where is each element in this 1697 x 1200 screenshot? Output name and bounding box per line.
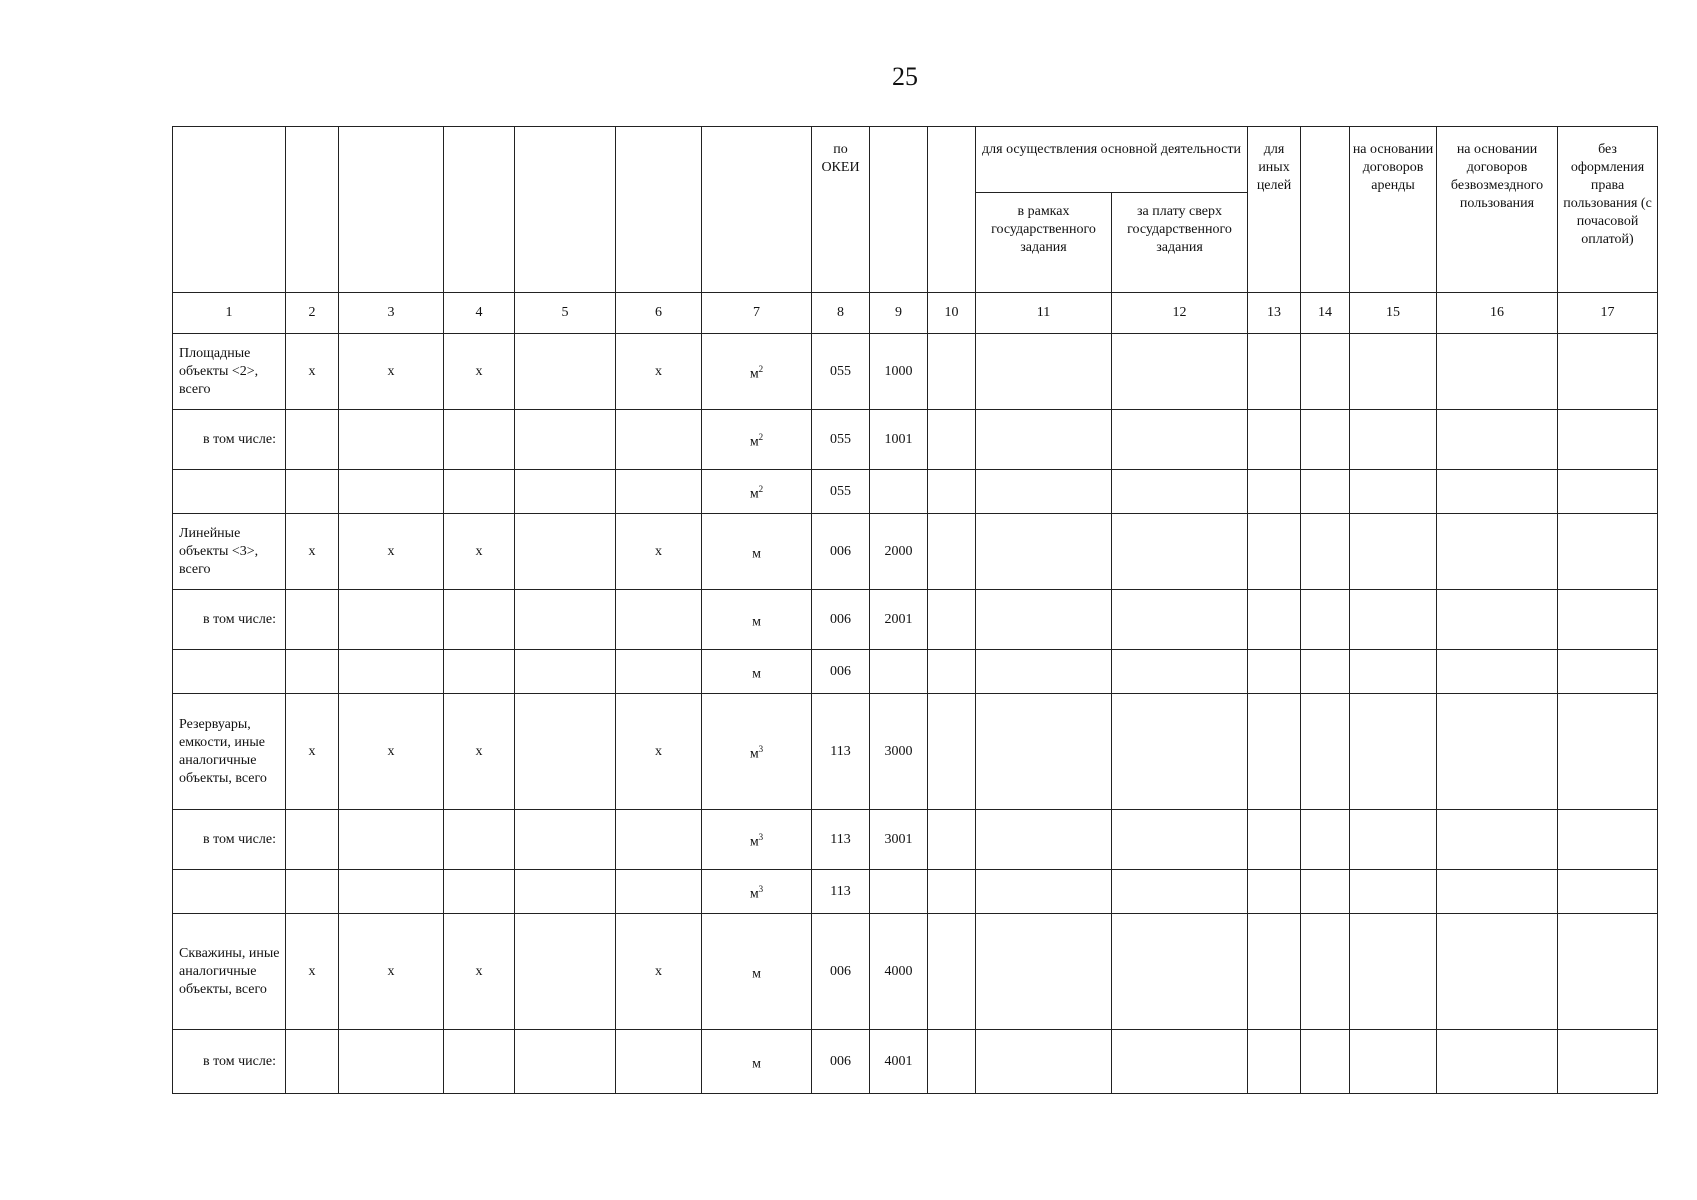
okei-code: 113	[812, 810, 870, 870]
cell-col-6: х	[616, 914, 702, 1030]
line-code	[870, 870, 928, 914]
unit-exponent: 2	[758, 483, 764, 494]
column-number: 16	[1437, 293, 1558, 334]
cell-col-3	[339, 650, 444, 694]
empty-cell	[928, 334, 976, 410]
empty-cell	[1437, 470, 1558, 514]
okei-code: 055	[812, 410, 870, 470]
row-name: в том числе:	[173, 590, 286, 650]
empty-cell	[1112, 334, 1248, 410]
empty-cell	[976, 590, 1112, 650]
empty-cell	[1248, 334, 1301, 410]
unit-cell	[702, 650, 812, 694]
empty-cell	[1248, 914, 1301, 1030]
cell-col-4	[444, 410, 515, 470]
cell-col-4	[444, 650, 515, 694]
column-number: 2	[286, 293, 339, 334]
empty-cell	[1437, 914, 1558, 1030]
cell-col-4: х	[444, 514, 515, 590]
header-cell-4	[444, 127, 515, 293]
cell-col-6: х	[616, 334, 702, 410]
unit-name: м	[752, 666, 761, 682]
table-row	[173, 470, 1658, 514]
empty-cell	[1558, 694, 1658, 810]
empty-cell	[976, 514, 1112, 590]
unit-name: м	[749, 886, 759, 902]
empty-cell	[1112, 590, 1248, 650]
empty-cell	[1248, 470, 1301, 514]
empty-cell	[1301, 334, 1350, 410]
empty-cell	[1350, 470, 1437, 514]
column-number: 7	[702, 293, 812, 334]
empty-cell	[928, 870, 976, 914]
empty-cell	[1558, 334, 1658, 410]
empty-cell	[1248, 590, 1301, 650]
empty-cell	[1350, 590, 1437, 650]
unit-name: м	[749, 834, 759, 850]
empty-cell	[1558, 914, 1658, 1030]
row-name	[173, 650, 286, 694]
cell-col-3: х	[339, 694, 444, 810]
empty-cell	[1437, 514, 1558, 590]
cell-col-6	[616, 650, 702, 694]
empty-cell	[1558, 590, 1658, 650]
empty-cell	[515, 914, 616, 1030]
empty-cell	[928, 1030, 976, 1094]
unit-name: м	[752, 614, 761, 630]
header-cell-10	[928, 127, 976, 293]
cell-col-4	[444, 590, 515, 650]
header-row	[173, 127, 1658, 193]
empty-cell	[1112, 810, 1248, 870]
row-name: Скважины, иные аналогичные объекты, всего	[173, 914, 286, 1030]
empty-cell	[1437, 1030, 1558, 1094]
empty-cell	[1437, 650, 1558, 694]
header-hourly: без оформления права пользования (с почасовой оплатой)	[1558, 127, 1658, 293]
empty-cell	[976, 410, 1112, 470]
empty-cell	[1301, 694, 1350, 810]
cell-col-4	[444, 810, 515, 870]
unit-name: м	[752, 966, 761, 982]
empty-cell	[1558, 514, 1658, 590]
row-name: Линейные объекты <3>, всего	[173, 514, 286, 590]
cell-col-2: х	[286, 334, 339, 410]
okei-code: 055	[812, 470, 870, 514]
cell-col-6	[616, 590, 702, 650]
line-code	[870, 470, 928, 514]
empty-cell	[1301, 914, 1350, 1030]
cell-col-2	[286, 650, 339, 694]
column-number: 3	[339, 293, 444, 334]
header-cell-14	[1301, 127, 1350, 293]
cell-col-2: х	[286, 694, 339, 810]
table-row	[173, 514, 1658, 590]
table-row	[173, 810, 1658, 870]
header-lease: на основании договоров аренды	[1350, 127, 1437, 293]
cell-col-3: х	[339, 514, 444, 590]
table-row	[173, 914, 1658, 1030]
empty-cell	[1437, 810, 1558, 870]
empty-cell	[1112, 650, 1248, 694]
empty-cell	[1558, 810, 1658, 870]
unit-exponent: 2	[758, 363, 764, 374]
okei-code: 006	[812, 650, 870, 694]
empty-cell	[928, 810, 976, 870]
row-name: Резервуары, емкости, иные аналогичные объекты, всего	[173, 694, 286, 810]
okei-code: 113	[812, 694, 870, 810]
empty-cell	[976, 914, 1112, 1030]
empty-cell	[515, 810, 616, 870]
empty-cell	[1558, 870, 1658, 914]
okei-code: 113	[812, 870, 870, 914]
cell-col-4	[444, 1030, 515, 1094]
empty-cell	[1248, 810, 1301, 870]
okei-code: 006	[812, 590, 870, 650]
empty-cell	[928, 470, 976, 514]
cell-col-2	[286, 1030, 339, 1094]
empty-cell	[1112, 514, 1248, 590]
column-number: 1	[173, 293, 286, 334]
column-number: 9	[870, 293, 928, 334]
cell-col-6	[616, 470, 702, 514]
cell-col-6	[616, 410, 702, 470]
line-code: 4000	[870, 914, 928, 1030]
empty-cell	[515, 694, 616, 810]
empty-cell	[1350, 334, 1437, 410]
unit-name: м	[752, 1056, 761, 1072]
empty-cell	[1112, 470, 1248, 514]
cell-col-6: х	[616, 694, 702, 810]
row-name: в том числе:	[173, 810, 286, 870]
empty-cell	[1301, 470, 1350, 514]
cell-col-2	[286, 470, 339, 514]
table-row	[173, 590, 1658, 650]
column-number: 6	[616, 293, 702, 334]
column-number: 8	[812, 293, 870, 334]
okei-code: 006	[812, 914, 870, 1030]
unit-cell	[702, 470, 812, 514]
cell-col-2	[286, 870, 339, 914]
empty-cell	[1112, 870, 1248, 914]
empty-cell	[1350, 810, 1437, 870]
cell-col-3	[339, 470, 444, 514]
line-code	[870, 650, 928, 694]
cell-col-6	[616, 810, 702, 870]
empty-cell	[1248, 1030, 1301, 1094]
header-other-purposes: для иных целей	[1248, 127, 1301, 293]
empty-cell	[515, 514, 616, 590]
empty-cell	[1437, 334, 1558, 410]
empty-cell	[928, 914, 976, 1030]
header-free-use: на основании договоров безвозмездного пользования	[1437, 127, 1558, 293]
column-number: 17	[1558, 293, 1658, 334]
empty-cell	[1437, 590, 1558, 650]
cell-col-2: х	[286, 514, 339, 590]
header-cell-5	[515, 127, 616, 293]
line-code: 2001	[870, 590, 928, 650]
empty-cell	[1558, 1030, 1658, 1094]
unit-cell	[702, 694, 812, 810]
cell-col-3	[339, 810, 444, 870]
table-row	[173, 1030, 1658, 1094]
unit-name: м	[749, 746, 759, 762]
empty-cell	[1301, 650, 1350, 694]
empty-cell	[515, 334, 616, 410]
empty-cell	[1301, 410, 1350, 470]
column-number: 14	[1301, 293, 1350, 334]
empty-cell	[928, 650, 976, 694]
cell-col-6	[616, 1030, 702, 1094]
property-form-table	[172, 126, 1658, 1094]
empty-cell	[1350, 650, 1437, 694]
empty-cell	[1301, 1030, 1350, 1094]
column-number: 13	[1248, 293, 1301, 334]
empty-cell	[976, 334, 1112, 410]
cell-col-2	[286, 410, 339, 470]
header-state-task: в рамках государственного задания	[976, 193, 1112, 293]
header-cell-7	[702, 127, 812, 293]
column-numbers-row	[173, 293, 1658, 334]
okei-code: 055	[812, 334, 870, 410]
empty-cell	[1558, 650, 1658, 694]
empty-cell	[1301, 514, 1350, 590]
empty-cell	[1350, 870, 1437, 914]
cell-col-6: х	[616, 514, 702, 590]
unit-cell	[702, 870, 812, 914]
empty-cell	[515, 1030, 616, 1094]
unit-name: м	[749, 366, 759, 382]
empty-cell	[1350, 914, 1437, 1030]
header-cell-6	[616, 127, 702, 293]
empty-cell	[976, 650, 1112, 694]
row-name: в том числе:	[173, 410, 286, 470]
empty-cell	[1437, 870, 1558, 914]
row-name	[173, 470, 286, 514]
cell-col-4	[444, 870, 515, 914]
empty-cell	[1350, 410, 1437, 470]
header-cell-2	[286, 127, 339, 293]
empty-cell	[1248, 410, 1301, 470]
unit-cell	[702, 914, 812, 1030]
unit-exponent: 2	[758, 431, 764, 442]
table-row	[173, 694, 1658, 810]
unit-cell	[702, 1030, 812, 1094]
header-cell-9	[870, 127, 928, 293]
cell-col-6	[616, 870, 702, 914]
cell-col-3	[339, 1030, 444, 1094]
unit-exponent: 3	[758, 831, 764, 842]
unit-name: м	[749, 486, 759, 502]
empty-cell	[1248, 694, 1301, 810]
empty-cell	[1248, 514, 1301, 590]
unit-cell	[702, 590, 812, 650]
unit-exponent: 3	[758, 743, 764, 754]
cell-col-2: х	[286, 914, 339, 1030]
empty-cell	[1301, 870, 1350, 914]
empty-cell	[976, 810, 1112, 870]
empty-cell	[1112, 410, 1248, 470]
cell-col-4: х	[444, 694, 515, 810]
cell-col-3	[339, 410, 444, 470]
column-number: 15	[1350, 293, 1437, 334]
cell-col-3	[339, 870, 444, 914]
unit-cell	[702, 514, 812, 590]
empty-cell	[976, 694, 1112, 810]
empty-cell	[928, 590, 976, 650]
empty-cell	[515, 590, 616, 650]
cell-col-2	[286, 590, 339, 650]
column-number: 12	[1112, 293, 1248, 334]
line-code: 3000	[870, 694, 928, 810]
row-name	[173, 870, 286, 914]
header-main-activity: для осуществления основной деятельности	[976, 127, 1248, 193]
okei-code: 006	[812, 514, 870, 590]
table-row	[173, 650, 1658, 694]
row-name: в том числе:	[173, 1030, 286, 1094]
unit-cell	[702, 410, 812, 470]
table-row	[173, 410, 1658, 470]
header-paid-above-task: за плату сверх государственного задания	[1112, 193, 1248, 293]
line-code: 1001	[870, 410, 928, 470]
empty-cell	[976, 1030, 1112, 1094]
line-code: 4001	[870, 1030, 928, 1094]
cell-col-3	[339, 590, 444, 650]
okei-code: 006	[812, 1030, 870, 1094]
empty-cell	[928, 410, 976, 470]
unit-name: м	[752, 546, 761, 562]
empty-cell	[1301, 590, 1350, 650]
cell-col-3: х	[339, 914, 444, 1030]
column-number: 11	[976, 293, 1112, 334]
unit-name: м	[749, 434, 759, 450]
empty-cell	[515, 650, 616, 694]
empty-cell	[928, 514, 976, 590]
empty-cell	[515, 470, 616, 514]
empty-cell	[1350, 694, 1437, 810]
empty-cell	[1112, 914, 1248, 1030]
unit-cell	[702, 810, 812, 870]
empty-cell	[1248, 650, 1301, 694]
cell-col-4: х	[444, 914, 515, 1030]
row-name: Площадные объекты <2>, всего	[173, 334, 286, 410]
column-number: 10	[928, 293, 976, 334]
empty-cell	[1558, 470, 1658, 514]
empty-cell	[1437, 410, 1558, 470]
empty-cell	[515, 870, 616, 914]
empty-cell	[976, 870, 1112, 914]
line-code: 3001	[870, 810, 928, 870]
empty-cell	[1437, 694, 1558, 810]
line-code: 2000	[870, 514, 928, 590]
cell-col-4: х	[444, 334, 515, 410]
column-number: 4	[444, 293, 515, 334]
cell-col-3: х	[339, 334, 444, 410]
unit-cell	[702, 334, 812, 410]
header-cell-1	[173, 127, 286, 293]
empty-cell	[1248, 870, 1301, 914]
cell-col-4	[444, 470, 515, 514]
line-code: 1000	[870, 334, 928, 410]
header-okei: по ОКЕИ	[812, 127, 870, 293]
header-cell-3	[339, 127, 444, 293]
empty-cell	[1350, 1030, 1437, 1094]
page-number: 25	[892, 62, 918, 91]
empty-cell	[1112, 694, 1248, 810]
empty-cell	[976, 470, 1112, 514]
empty-cell	[928, 694, 976, 810]
empty-cell	[1350, 514, 1437, 590]
cell-col-2	[286, 810, 339, 870]
empty-cell	[1301, 810, 1350, 870]
empty-cell	[1112, 1030, 1248, 1094]
table-row	[173, 334, 1658, 410]
unit-exponent: 3	[758, 883, 764, 894]
empty-cell	[1558, 410, 1658, 470]
column-number: 5	[515, 293, 616, 334]
empty-cell	[515, 410, 616, 470]
table-row	[173, 870, 1658, 914]
